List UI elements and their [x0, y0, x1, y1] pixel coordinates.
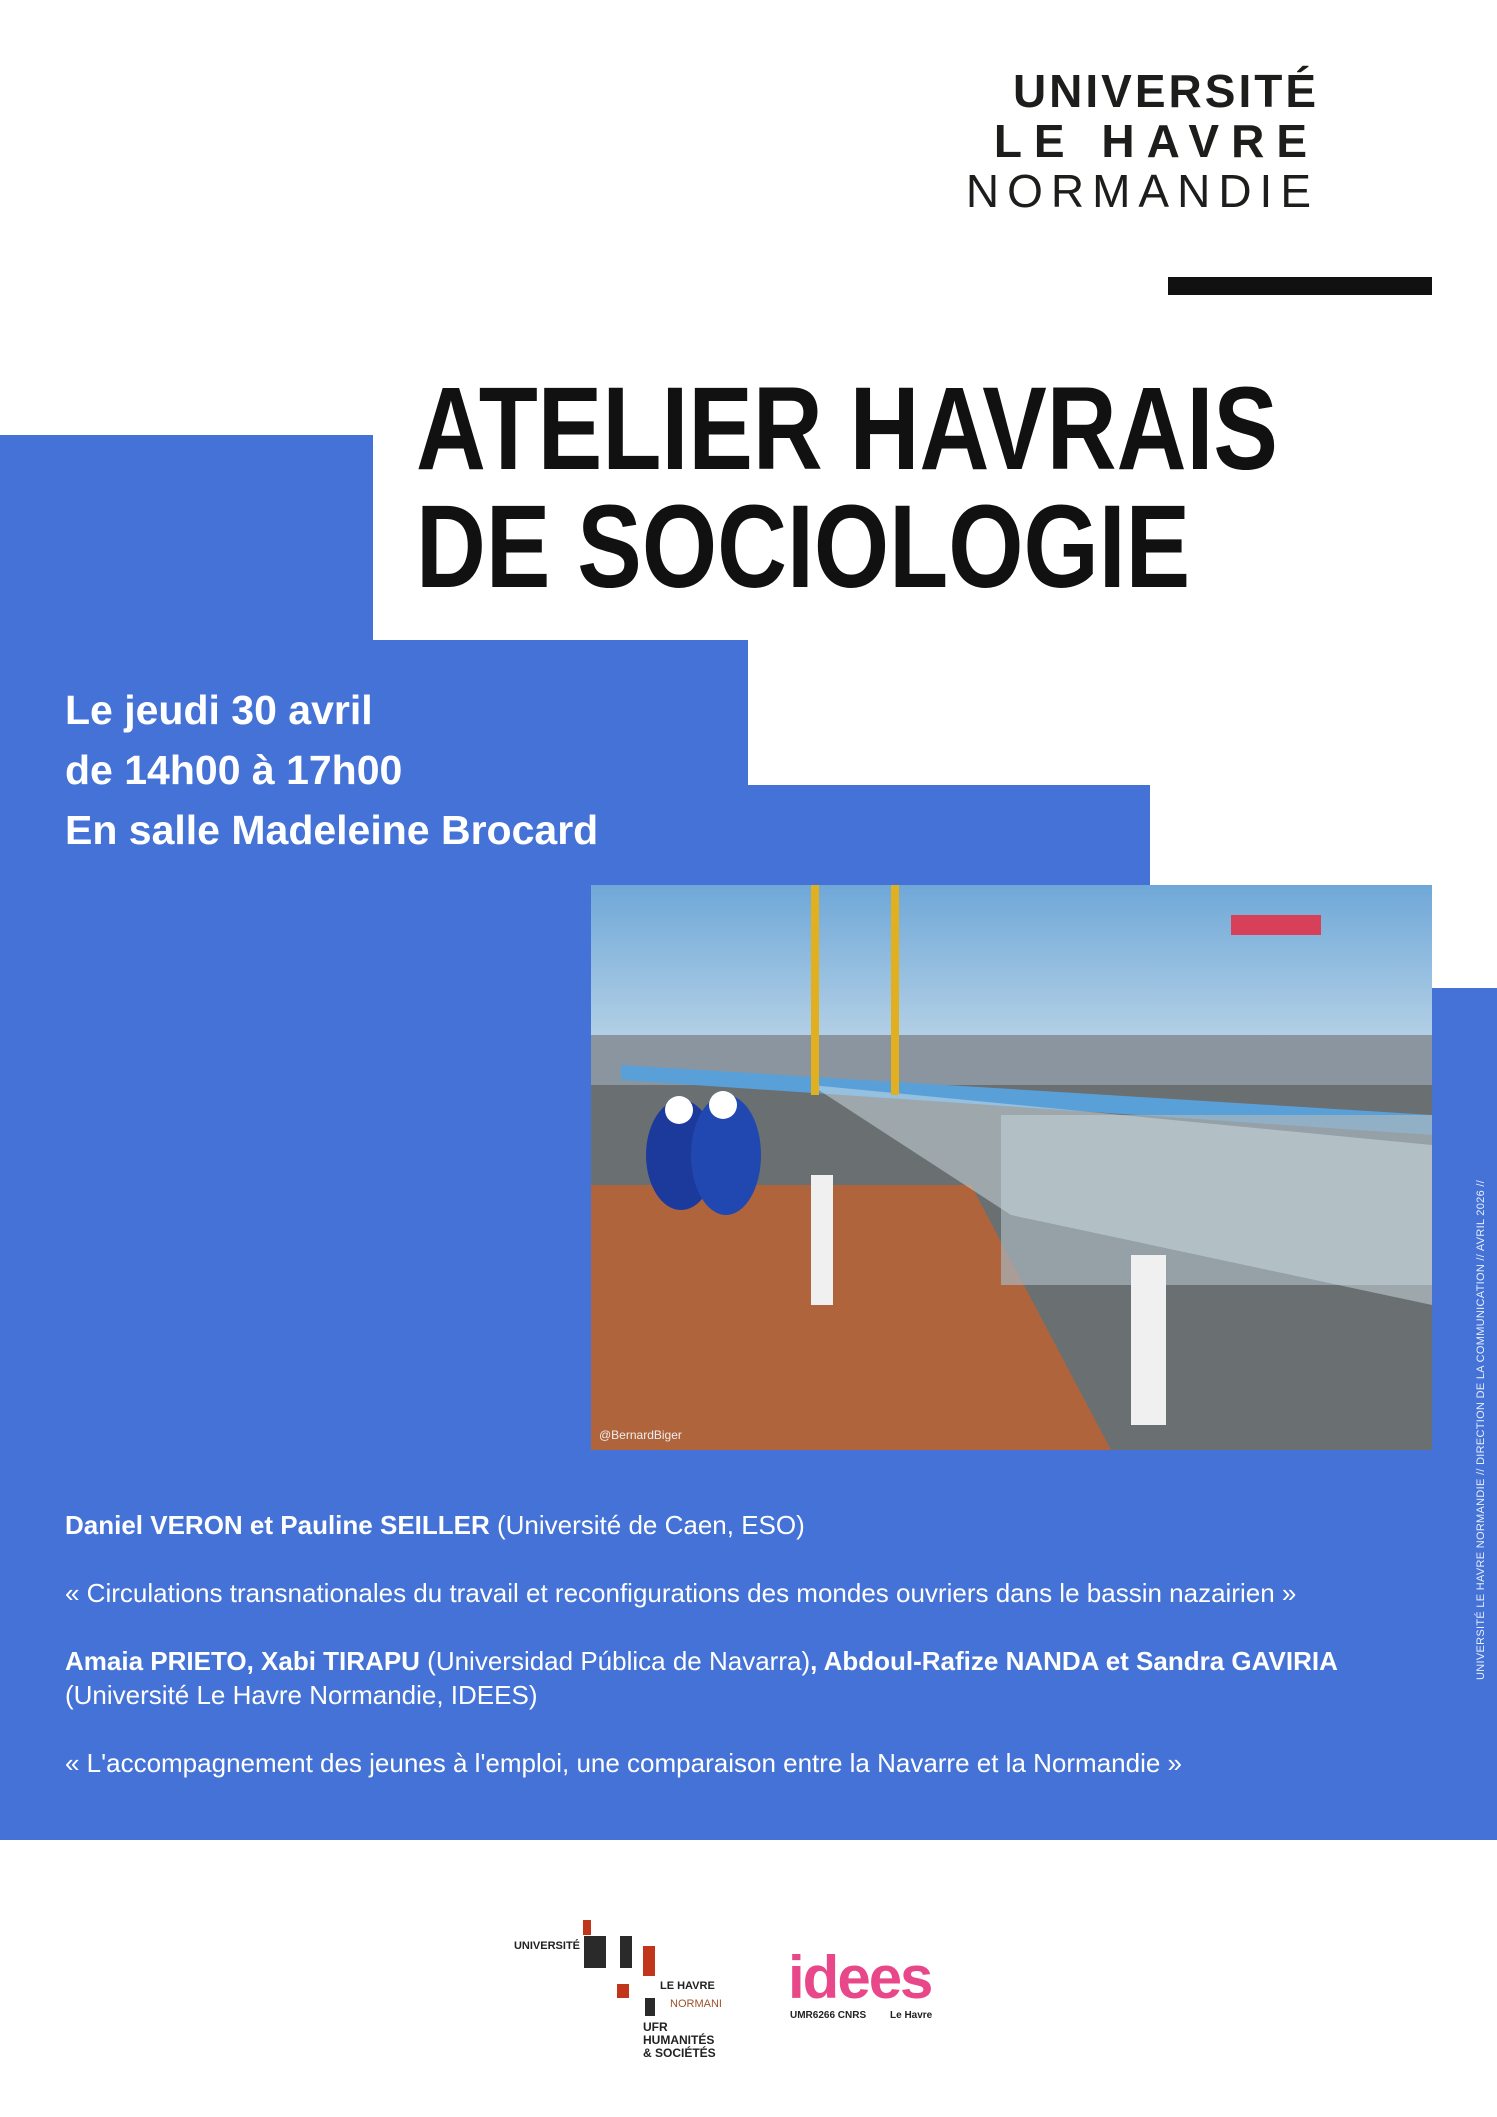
event-time: de 14h00 à 17h00	[65, 747, 403, 793]
divider-bar	[1168, 277, 1432, 295]
speakers: Amaia PRIETO, Xabi TIRAPU	[65, 1646, 420, 1676]
logo-line-2: LE HAVRE	[993, 115, 1319, 167]
title-line-2: DE SOCIOLOGIE	[416, 481, 1191, 613]
ufr-line-1: UFR	[643, 2020, 668, 2034]
affiliation: (Université de Caen, ESO)	[489, 1510, 805, 1540]
ufr-line-2: HUMANITÉS	[643, 2033, 715, 2047]
page-title	[416, 363, 1278, 613]
ufr-name	[643, 2021, 716, 2060]
ufr-lehavre: LE HAVRE	[660, 1980, 715, 1992]
idees-umr: UMR6266 CNRS	[790, 2010, 867, 2021]
ufr-normandie: NORMANI	[670, 1998, 722, 2010]
affiliation: (Université Le Havre Normandie, IDEES)	[65, 1680, 538, 1710]
title-line-1: ATELIER HAVRAIS	[416, 363, 1278, 495]
university-logo	[965, 65, 1319, 217]
speakers: Daniel VERON et Pauline SEILLER	[65, 1510, 490, 1540]
vertical-credit: UNIVERSITÉ LE HAVRE NORMANDIE // DIRECTION DE LA COMMUNICATION // AVRIL 2026 //	[1475, 1179, 1487, 1680]
event-date: Le jeudi 30 avril	[65, 687, 373, 733]
talk-1-title: « Circulations transnationales du travail et reconfigurations des mondes ouvriers dans le bassin nazairien »	[65, 1578, 1297, 1608]
affiliation: (Universidad Pública de Navarra)	[419, 1646, 811, 1676]
talk-2-title: « L'accompagnement des jeunes à l'emploi, une comparaison entre la Navarre et la Normandie »	[65, 1748, 1182, 1778]
event-place: En salle Madeleine Brocard	[65, 807, 599, 853]
logo-line-1: UNIVERSITÉ	[1012, 65, 1319, 117]
ufr-line-3: & SOCIÉTÉS	[643, 2046, 716, 2060]
talk-1-speakers	[65, 1508, 1445, 1542]
blue-block-1	[0, 435, 373, 645]
event-info	[65, 680, 598, 860]
photo-credit: @BernardBiger	[599, 1428, 682, 1442]
logo-line-3: NORMANDIE	[965, 165, 1319, 217]
speakers: , Abdoul-Rafize NANDA et Sandra GAVIRIA	[810, 1646, 1338, 1676]
talk-2-speakers	[65, 1644, 1445, 1712]
ufr-universite: UNIVERSITÉ	[513, 1940, 580, 1952]
event-photo	[591, 885, 1432, 1450]
idees-wordmark: idees	[788, 1944, 932, 2011]
talks-list	[65, 1508, 1445, 1814]
idees-city: Le Havre	[890, 2010, 933, 2021]
